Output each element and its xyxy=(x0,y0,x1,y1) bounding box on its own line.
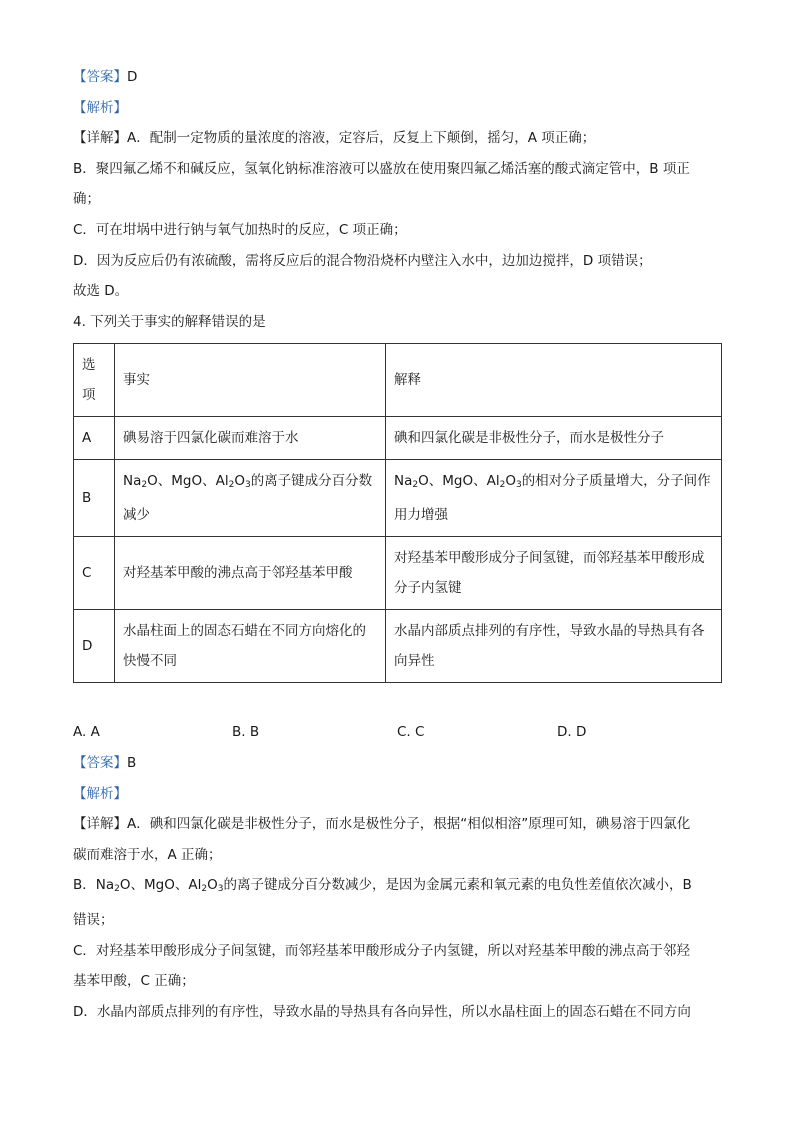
table-row xyxy=(74,460,722,537)
row-option: C xyxy=(74,537,115,610)
prev-line: B．聚四氟乙烯不和碱反应，氢氧化钠标准溶液可以盛放在使用聚四氟乙烯活塞的酸式滴定管中，B 项正 xyxy=(73,160,690,177)
row-explanation: $Na_2O$、MgO、$Al_2O_3$的相对分子质量增大，分子间作用力增强 xyxy=(386,460,722,537)
facts-table xyxy=(73,343,722,683)
prev-line: 确； xyxy=(73,191,100,208)
row-fact: 水晶柱面上的固态石蜡在不同方向熔化的快慢不同 xyxy=(115,610,386,683)
header-fact: 事实 xyxy=(115,344,386,417)
prev-answer xyxy=(73,62,723,93)
option-b: B. B xyxy=(232,724,260,741)
answer-value: D xyxy=(127,69,138,85)
detail-label: 【详解】 xyxy=(73,816,127,833)
solution-line: 碳而难溶于水，A 正确； xyxy=(73,846,222,863)
detail-label: 【详解】 xyxy=(73,130,127,147)
table-row xyxy=(74,537,722,610)
answer-options xyxy=(73,717,723,748)
solution-line: 错误； xyxy=(73,911,114,928)
analysis-label: 【解析】 xyxy=(73,785,127,802)
option-d: D. D xyxy=(557,724,587,741)
table-row xyxy=(74,610,722,683)
row-fact: 对羟基苯甲酸的沸点高于邻羟基苯甲酸 xyxy=(115,537,386,610)
solution-line: 基苯甲酸，C 正确； xyxy=(73,973,195,990)
prev-analysis xyxy=(73,93,723,124)
header-explanation: 解释 xyxy=(386,344,722,417)
row-option: D xyxy=(74,610,115,683)
header-option: 选项 xyxy=(74,344,115,417)
solution-analysis xyxy=(73,779,723,810)
prev-line: C．可在坩埚中进行钠与氧气加热时的反应，C 项正确； xyxy=(73,221,407,238)
detail-text: A．配制一定物质的量浓度的溶液，定容后，反复上下颠倒，摇匀，A 项正确； xyxy=(127,130,596,147)
answer-label: 【答案】 xyxy=(73,754,127,771)
analysis-label: 【解析】 xyxy=(73,99,127,116)
solution-line: B．$Na_2O$、MgO、$Al_2O_3$的离子键成分百分数减少，是因为金属元素和氧元素的电负性差值依次减小，B xyxy=(73,877,692,895)
table-header-row xyxy=(74,344,722,417)
document-page xyxy=(73,62,723,1027)
row-option: B xyxy=(74,460,115,537)
solution-detail-line xyxy=(73,809,723,840)
option-c: C. C xyxy=(397,724,425,741)
solution-answer xyxy=(73,748,723,779)
row-fact: $Na_2O$、MgO、$Al_2O_3$的离子键成分百分数减少 xyxy=(115,460,386,537)
answer-value: B xyxy=(127,754,137,771)
solution-line: D．水晶内部质点排列的有序性，导致水晶的导热具有各向异性，所以水晶柱面上的固态石蜡在不同方向 xyxy=(73,1003,691,1020)
row-explanation: 碘和四氯化碳是非极性分子，而水是极性分子 xyxy=(386,417,722,460)
row-explanation: 对羟基苯甲酸形成分子间氢键，而邻羟基苯甲酸形成分子内氢键 xyxy=(386,537,722,610)
row-explanation: 水晶内部质点排列的有序性，导致水晶的导热具有各向异性 xyxy=(386,610,722,683)
prev-line: 故选 D。 xyxy=(73,283,129,300)
row-option: A xyxy=(74,417,115,460)
answer-label: 【答案】 xyxy=(73,69,127,85)
solution-line: C．对羟基苯甲酸形成分子间氢键，而邻羟基苯甲酸形成分子内氢键，所以对羟基苯甲酸的沸点高于邻羟 xyxy=(73,942,690,959)
row-fact: 碘易溶于四氯化碳而难溶于水 xyxy=(115,417,386,460)
prev-line: D．因为反应后仍有浓硫酸，需将反应后的混合物沿烧杯内壁注入水中，边加边搅拌，D 项错误； xyxy=(73,252,652,269)
question-title: 4. 下列关于事实的解释错误的是 xyxy=(73,313,266,330)
table-row xyxy=(74,417,722,460)
option-a: A. A xyxy=(73,724,100,741)
prev-detail-line xyxy=(73,123,723,154)
detail-text: A．碘和四氯化碳是非极性分子，而水是极性分子，根据“相似相溶”原理可知，碘易溶于四氯化 xyxy=(127,816,691,833)
